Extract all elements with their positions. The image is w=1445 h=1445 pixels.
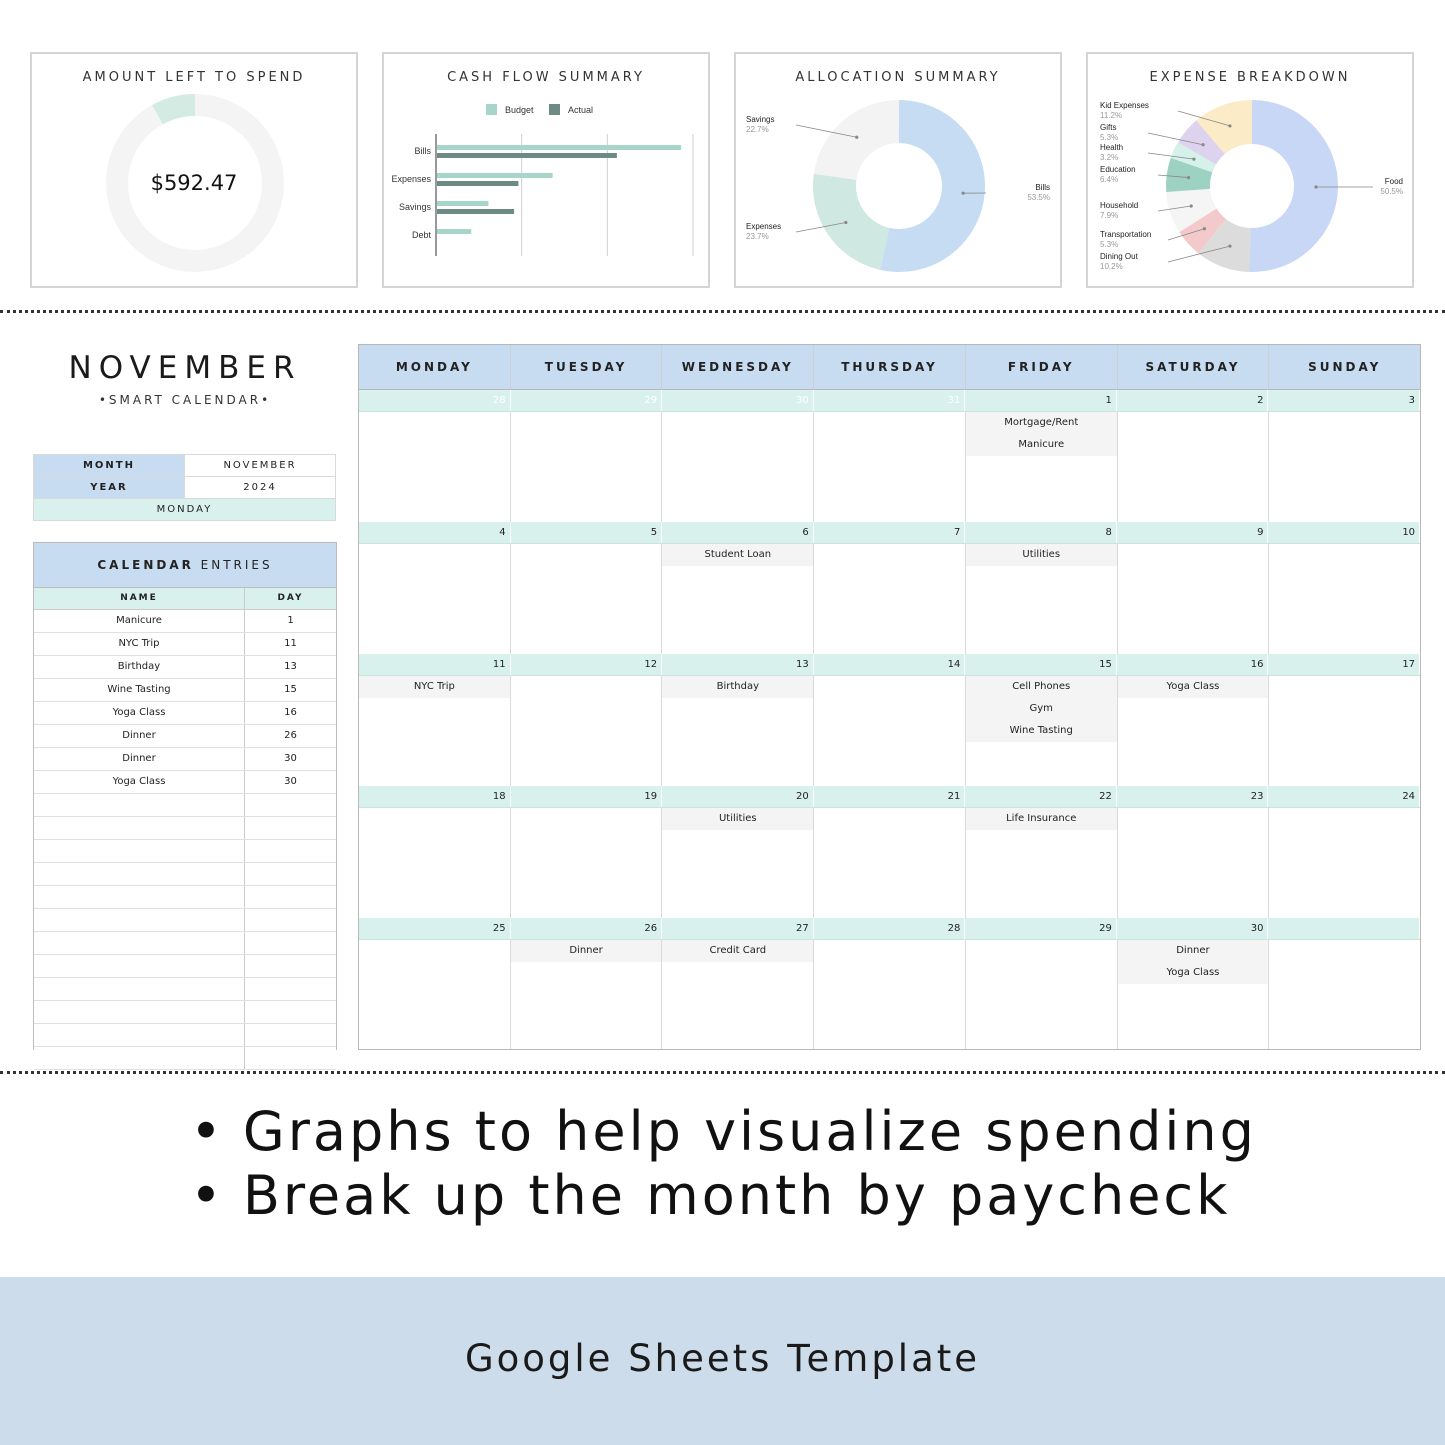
day-cell[interactable] xyxy=(814,940,966,1050)
day-number: 13 xyxy=(662,654,814,675)
day-number: 29 xyxy=(965,918,1117,939)
entry-row[interactable] xyxy=(34,955,336,978)
day-number xyxy=(1268,918,1420,939)
smart-calendar-subtitle: •SMART CALENDAR• xyxy=(98,393,272,407)
week-events-row xyxy=(359,940,1420,1050)
slice-label: Food xyxy=(1384,177,1403,186)
day-number: 30 xyxy=(662,390,814,411)
amount-left-title: AMOUNT LEFT TO SPEND xyxy=(82,70,306,85)
year-label: YEAR xyxy=(34,477,185,499)
entry-day[interactable] xyxy=(245,1001,336,1023)
calendar-event[interactable]: Yoga Class xyxy=(1118,676,1269,698)
week-events-row xyxy=(359,808,1420,918)
weekday-wednesday: WEDNESDAY xyxy=(662,345,814,389)
day-number: 6 xyxy=(662,522,814,543)
day-cell[interactable] xyxy=(359,544,511,654)
entry-row[interactable] xyxy=(34,909,336,932)
entry-row[interactable] xyxy=(34,863,336,886)
entry-row[interactable] xyxy=(34,633,336,656)
allocation-card xyxy=(734,52,1062,288)
weekday-thursday: THURSDAY xyxy=(814,345,966,389)
weekday-monday: MONDAY xyxy=(359,345,511,389)
day-number: 8 xyxy=(965,522,1117,543)
day-number: 26 xyxy=(511,918,663,939)
category-label: Bills xyxy=(414,146,431,156)
slice-label: Dining Out xyxy=(1100,252,1138,261)
month-label: MONTH xyxy=(34,455,185,477)
day-cell[interactable] xyxy=(814,808,966,918)
week-date-row xyxy=(359,654,1420,676)
day-cell[interactable] xyxy=(1118,940,1270,1050)
expense-chart xyxy=(1088,54,1414,288)
slice-percent: 5.3% xyxy=(1100,133,1119,142)
day-number: 30 xyxy=(1117,918,1269,939)
amount-left-value: $592.47 xyxy=(150,171,238,195)
cash-flow-chart xyxy=(384,54,710,288)
calendar-event[interactable]: Yoga Class xyxy=(1118,962,1269,984)
entry-name[interactable]: Dinner xyxy=(34,725,245,747)
bar-budget xyxy=(437,173,553,178)
day-number: 7 xyxy=(814,522,966,543)
month-select[interactable]: NOVEMBER xyxy=(185,455,336,477)
entry-name[interactable]: NYC Trip xyxy=(34,633,245,655)
day-cell[interactable] xyxy=(966,544,1118,654)
day-number: 3 xyxy=(1268,390,1420,411)
bar-budget xyxy=(437,229,471,234)
top-divider xyxy=(0,310,1445,313)
day-number: 4 xyxy=(359,522,511,543)
day-cell[interactable] xyxy=(511,676,663,786)
entry-row[interactable] xyxy=(34,840,336,863)
calendar-event[interactable]: Student Loan xyxy=(662,544,813,566)
week-date-row xyxy=(359,390,1420,412)
week-date-row xyxy=(359,522,1420,544)
slice-label: Expenses xyxy=(746,222,782,231)
slice-label: Household xyxy=(1100,201,1139,210)
week-date-row xyxy=(359,918,1420,940)
slice-food xyxy=(1249,100,1338,272)
entry-name[interactable] xyxy=(34,932,245,954)
entry-day[interactable] xyxy=(245,794,336,816)
calendar-entries-panel xyxy=(33,542,337,1050)
entry-day[interactable] xyxy=(245,978,336,1000)
week-events-row xyxy=(359,676,1420,786)
entry-day[interactable]: 30 xyxy=(284,753,297,764)
day-number: 10 xyxy=(1268,522,1420,543)
calendar-event[interactable]: Manicure xyxy=(966,434,1117,456)
day-number: 9 xyxy=(1117,522,1269,543)
entry-day[interactable]: 13 xyxy=(284,661,297,672)
leader-dot xyxy=(1314,185,1317,188)
start-day-select[interactable]: MONDAY xyxy=(34,499,336,521)
weekday-saturday: SATURDAY xyxy=(1118,345,1270,389)
week-events-row xyxy=(359,544,1420,654)
day-number: 2 xyxy=(1117,390,1269,411)
feature-bullets xyxy=(190,1100,1257,1228)
entry-day[interactable] xyxy=(245,817,336,839)
footer-banner xyxy=(0,1277,1445,1445)
day-cell[interactable] xyxy=(359,940,511,1050)
category-label: Expenses xyxy=(391,174,431,184)
day-cell[interactable] xyxy=(359,808,511,918)
entry-name[interactable] xyxy=(34,909,245,931)
calendar-week xyxy=(359,522,1420,654)
day-cell[interactable] xyxy=(1118,412,1270,522)
entry-day[interactable]: 15 xyxy=(284,684,297,695)
leader-dot xyxy=(1228,124,1231,127)
slice-percent: 50.5% xyxy=(1380,187,1403,196)
entry-name[interactable] xyxy=(34,886,245,908)
day-number: 25 xyxy=(359,918,511,939)
entry-day[interactable]: 11 xyxy=(284,638,297,649)
calendar-event[interactable]: Life Insurance xyxy=(966,808,1117,830)
day-number: 16 xyxy=(1117,654,1269,675)
entry-row[interactable] xyxy=(34,610,336,633)
legend-swatch xyxy=(486,104,497,115)
footer-text: Google Sheets Template xyxy=(464,1337,981,1380)
day-cell[interactable] xyxy=(814,412,966,522)
calendar-week xyxy=(359,918,1420,1050)
feature-bullet: • Graphs to help visualize spending xyxy=(190,1100,1257,1164)
entry-row[interactable] xyxy=(34,656,336,679)
weekday-friday: FRIDAY xyxy=(966,345,1118,389)
week-date-row xyxy=(359,786,1420,808)
slice-percent: 6.4% xyxy=(1100,175,1119,184)
slice-label: Gifts xyxy=(1100,123,1117,132)
day-cell[interactable] xyxy=(966,412,1118,522)
entry-row[interactable] xyxy=(34,702,336,725)
leader-dot xyxy=(1228,244,1231,247)
entry-row[interactable] xyxy=(34,886,336,909)
entry-row[interactable] xyxy=(34,1047,336,1070)
calendar-grid xyxy=(358,344,1421,1050)
day-number: 17 xyxy=(1268,654,1420,675)
entry-row[interactable] xyxy=(34,978,336,1001)
calendar-event[interactable]: Dinner xyxy=(511,940,662,962)
slice-percent: 23.7% xyxy=(746,232,769,241)
day-number: 1 xyxy=(965,390,1117,411)
slice-label: Bills xyxy=(1035,183,1050,192)
entry-day[interactable]: 30 xyxy=(284,776,297,787)
calendar-event[interactable]: Credit Card xyxy=(662,940,813,962)
slice-label: Kid Expenses xyxy=(1100,101,1149,110)
slice-percent: 3.2% xyxy=(1100,153,1119,162)
entry-row[interactable] xyxy=(34,794,336,817)
entry-name[interactable] xyxy=(34,1024,245,1046)
bar-actual xyxy=(437,209,514,214)
slice-percent: 5.3% xyxy=(1100,240,1119,249)
day-cell[interactable] xyxy=(1269,940,1420,1050)
day-number: 5 xyxy=(511,522,663,543)
name-column-header: NAME xyxy=(34,588,245,609)
allocation-chart xyxy=(736,54,1062,288)
entry-day[interactable] xyxy=(245,932,336,954)
entry-day[interactable] xyxy=(245,909,336,931)
week-events-row xyxy=(359,412,1420,522)
calendar-entries-title xyxy=(34,543,336,588)
leader-dot xyxy=(1203,227,1206,230)
day-number: 28 xyxy=(359,390,511,411)
entry-name[interactable] xyxy=(34,1001,245,1023)
calendar-weeks xyxy=(359,390,1420,1050)
calendar-week xyxy=(359,786,1420,918)
entry-name[interactable] xyxy=(34,863,245,885)
leader-dot xyxy=(1201,143,1204,146)
entry-name[interactable] xyxy=(34,1047,245,1069)
entry-name[interactable]: Manicure xyxy=(34,610,245,632)
day-cell[interactable] xyxy=(1269,544,1420,654)
day-number: 21 xyxy=(814,786,966,807)
slice-expenses xyxy=(813,174,889,270)
day-number: 31 xyxy=(814,390,966,411)
entries-title-rest: ENTRIES xyxy=(193,558,273,572)
day-cell[interactable] xyxy=(1118,676,1270,786)
day-cell[interactable] xyxy=(662,544,814,654)
entries-rows xyxy=(34,610,336,1070)
weekday-sunday: SUNDAY xyxy=(1308,360,1382,374)
cash-flow-title: CASH FLOW SUMMARY xyxy=(447,70,645,85)
entry-day[interactable] xyxy=(245,955,336,977)
calendar-event[interactable]: Utilities xyxy=(966,544,1117,566)
leader-dot xyxy=(1192,158,1195,161)
day-cell[interactable] xyxy=(511,412,663,522)
day-number: 11 xyxy=(359,654,511,675)
year-input[interactable]: 2024 xyxy=(185,477,336,499)
day-cell[interactable] xyxy=(359,412,511,522)
calendar-event[interactable]: Mortgage/Rent xyxy=(966,412,1117,434)
entry-day[interactable] xyxy=(245,863,336,885)
day-cell[interactable] xyxy=(511,544,663,654)
slice-label: Transportation xyxy=(1100,230,1152,239)
day-cell[interactable] xyxy=(1118,808,1270,918)
day-number: 27 xyxy=(662,918,814,939)
weekday-tuesday: TUESDAY xyxy=(511,345,663,389)
legend-swatch xyxy=(549,104,560,115)
entry-row[interactable] xyxy=(34,725,336,748)
entry-row[interactable] xyxy=(34,748,336,771)
calendar-event[interactable]: Utilities xyxy=(662,808,813,830)
legend-label: Actual xyxy=(568,105,594,115)
entry-name[interactable]: Birthday xyxy=(34,656,245,678)
day-cell[interactable] xyxy=(662,676,814,786)
day-cell[interactable] xyxy=(1269,676,1420,786)
leader-dot xyxy=(1190,204,1193,207)
entry-day[interactable]: 26 xyxy=(284,730,297,741)
slice-percent: 53.5% xyxy=(1027,193,1050,202)
slice-percent: 11.2% xyxy=(1100,111,1123,120)
leader-dot xyxy=(961,192,964,195)
day-number: 29 xyxy=(511,390,663,411)
entry-name[interactable] xyxy=(34,955,245,977)
entry-name[interactable]: Yoga Class xyxy=(34,771,245,793)
chart-legend xyxy=(486,104,593,115)
day-number: 20 xyxy=(662,786,814,807)
day-number: 12 xyxy=(511,654,663,675)
entries-title-bold: CALENDAR xyxy=(97,558,194,572)
cash-flow-card xyxy=(382,52,710,288)
slice-label: Savings xyxy=(746,115,775,124)
day-number: 15 xyxy=(965,654,1117,675)
slice-percent: 7.9% xyxy=(1100,211,1119,220)
bottom-divider xyxy=(0,1071,1445,1074)
expense-card xyxy=(1086,52,1414,288)
entry-name[interactable] xyxy=(34,817,245,839)
entry-name[interactable]: Yoga Class xyxy=(34,702,245,724)
entry-row[interactable] xyxy=(34,817,336,840)
calendar-event[interactable]: Gym xyxy=(966,698,1117,720)
slice-label: Health xyxy=(1100,143,1124,152)
allocation-title: ALLOCATION SUMMARY xyxy=(795,70,1001,85)
category-label: Debt xyxy=(411,230,431,240)
day-number: 24 xyxy=(1268,786,1420,807)
day-number: 22 xyxy=(965,786,1117,807)
bar-budget xyxy=(437,201,488,206)
entry-day[interactable]: 1 xyxy=(287,615,294,626)
day-cell[interactable] xyxy=(662,808,814,918)
calendar-event[interactable]: Wine Tasting xyxy=(966,720,1117,742)
entry-day[interactable]: 16 xyxy=(284,707,297,718)
entry-name[interactable] xyxy=(34,794,245,816)
day-number: 28 xyxy=(814,918,966,939)
day-cell[interactable] xyxy=(966,676,1118,786)
settings-table xyxy=(33,454,336,521)
bar-actual xyxy=(437,153,617,158)
day-column-header: DAY xyxy=(277,593,304,603)
weekday-header xyxy=(359,345,1420,390)
day-cell[interactable] xyxy=(966,940,1118,1050)
day-cell[interactable] xyxy=(511,808,663,918)
calendar-event[interactable]: Birthday xyxy=(662,676,813,698)
entry-name[interactable] xyxy=(34,978,245,1000)
entry-name[interactable]: Wine Tasting xyxy=(34,679,245,701)
entry-row[interactable] xyxy=(34,1001,336,1024)
expense-title: EXPENSE BREAKDOWN xyxy=(1149,70,1351,85)
day-cell[interactable] xyxy=(1269,808,1420,918)
entry-row[interactable] xyxy=(34,771,336,794)
day-number: 19 xyxy=(511,786,663,807)
slice-label: Education xyxy=(1100,165,1136,174)
slice-percent: 22.7% xyxy=(746,125,769,134)
slice-savings xyxy=(814,100,899,180)
day-cell[interactable] xyxy=(511,940,663,1050)
entry-row[interactable] xyxy=(34,1024,336,1047)
entry-name[interactable]: Dinner xyxy=(34,748,245,770)
entry-row[interactable] xyxy=(34,679,336,702)
calendar-week xyxy=(359,390,1420,522)
entry-day[interactable] xyxy=(245,886,336,908)
day-cell[interactable] xyxy=(814,544,966,654)
day-cell[interactable] xyxy=(662,412,814,522)
entry-row[interactable] xyxy=(34,932,336,955)
category-label: Savings xyxy=(398,202,431,212)
leader-dot xyxy=(844,221,847,224)
entry-day[interactable] xyxy=(245,840,336,862)
day-number: 14 xyxy=(814,654,966,675)
day-cell[interactable] xyxy=(966,808,1118,918)
bar-actual xyxy=(437,181,518,186)
slice-percent: 10.2% xyxy=(1100,262,1123,271)
day-cell[interactable] xyxy=(359,676,511,786)
entry-day[interactable] xyxy=(245,1024,336,1046)
calendar-week xyxy=(359,654,1420,786)
day-cell[interactable] xyxy=(662,940,814,1050)
day-number: 18 xyxy=(359,786,511,807)
leader-dot xyxy=(855,136,858,139)
entry-name[interactable] xyxy=(34,840,245,862)
feature-bullet: • Break up the month by paycheck xyxy=(190,1164,1257,1228)
entry-day[interactable] xyxy=(245,1047,336,1069)
day-number: 23 xyxy=(1117,786,1269,807)
entries-column-headers xyxy=(34,588,336,610)
day-cell[interactable] xyxy=(1269,412,1420,522)
bar-budget xyxy=(437,145,681,150)
day-cell[interactable] xyxy=(814,676,966,786)
calendar-event[interactable]: Dinner xyxy=(1118,940,1269,962)
amount-left-card xyxy=(30,52,358,288)
day-cell[interactable] xyxy=(1118,544,1270,654)
calendar-event[interactable]: Cell Phones xyxy=(966,676,1117,698)
month-heading: NOVEMBER xyxy=(68,350,302,386)
leader-dot xyxy=(1187,176,1190,179)
calendar-event[interactable]: NYC Trip xyxy=(359,676,510,698)
legend-label: Budget xyxy=(505,105,534,115)
